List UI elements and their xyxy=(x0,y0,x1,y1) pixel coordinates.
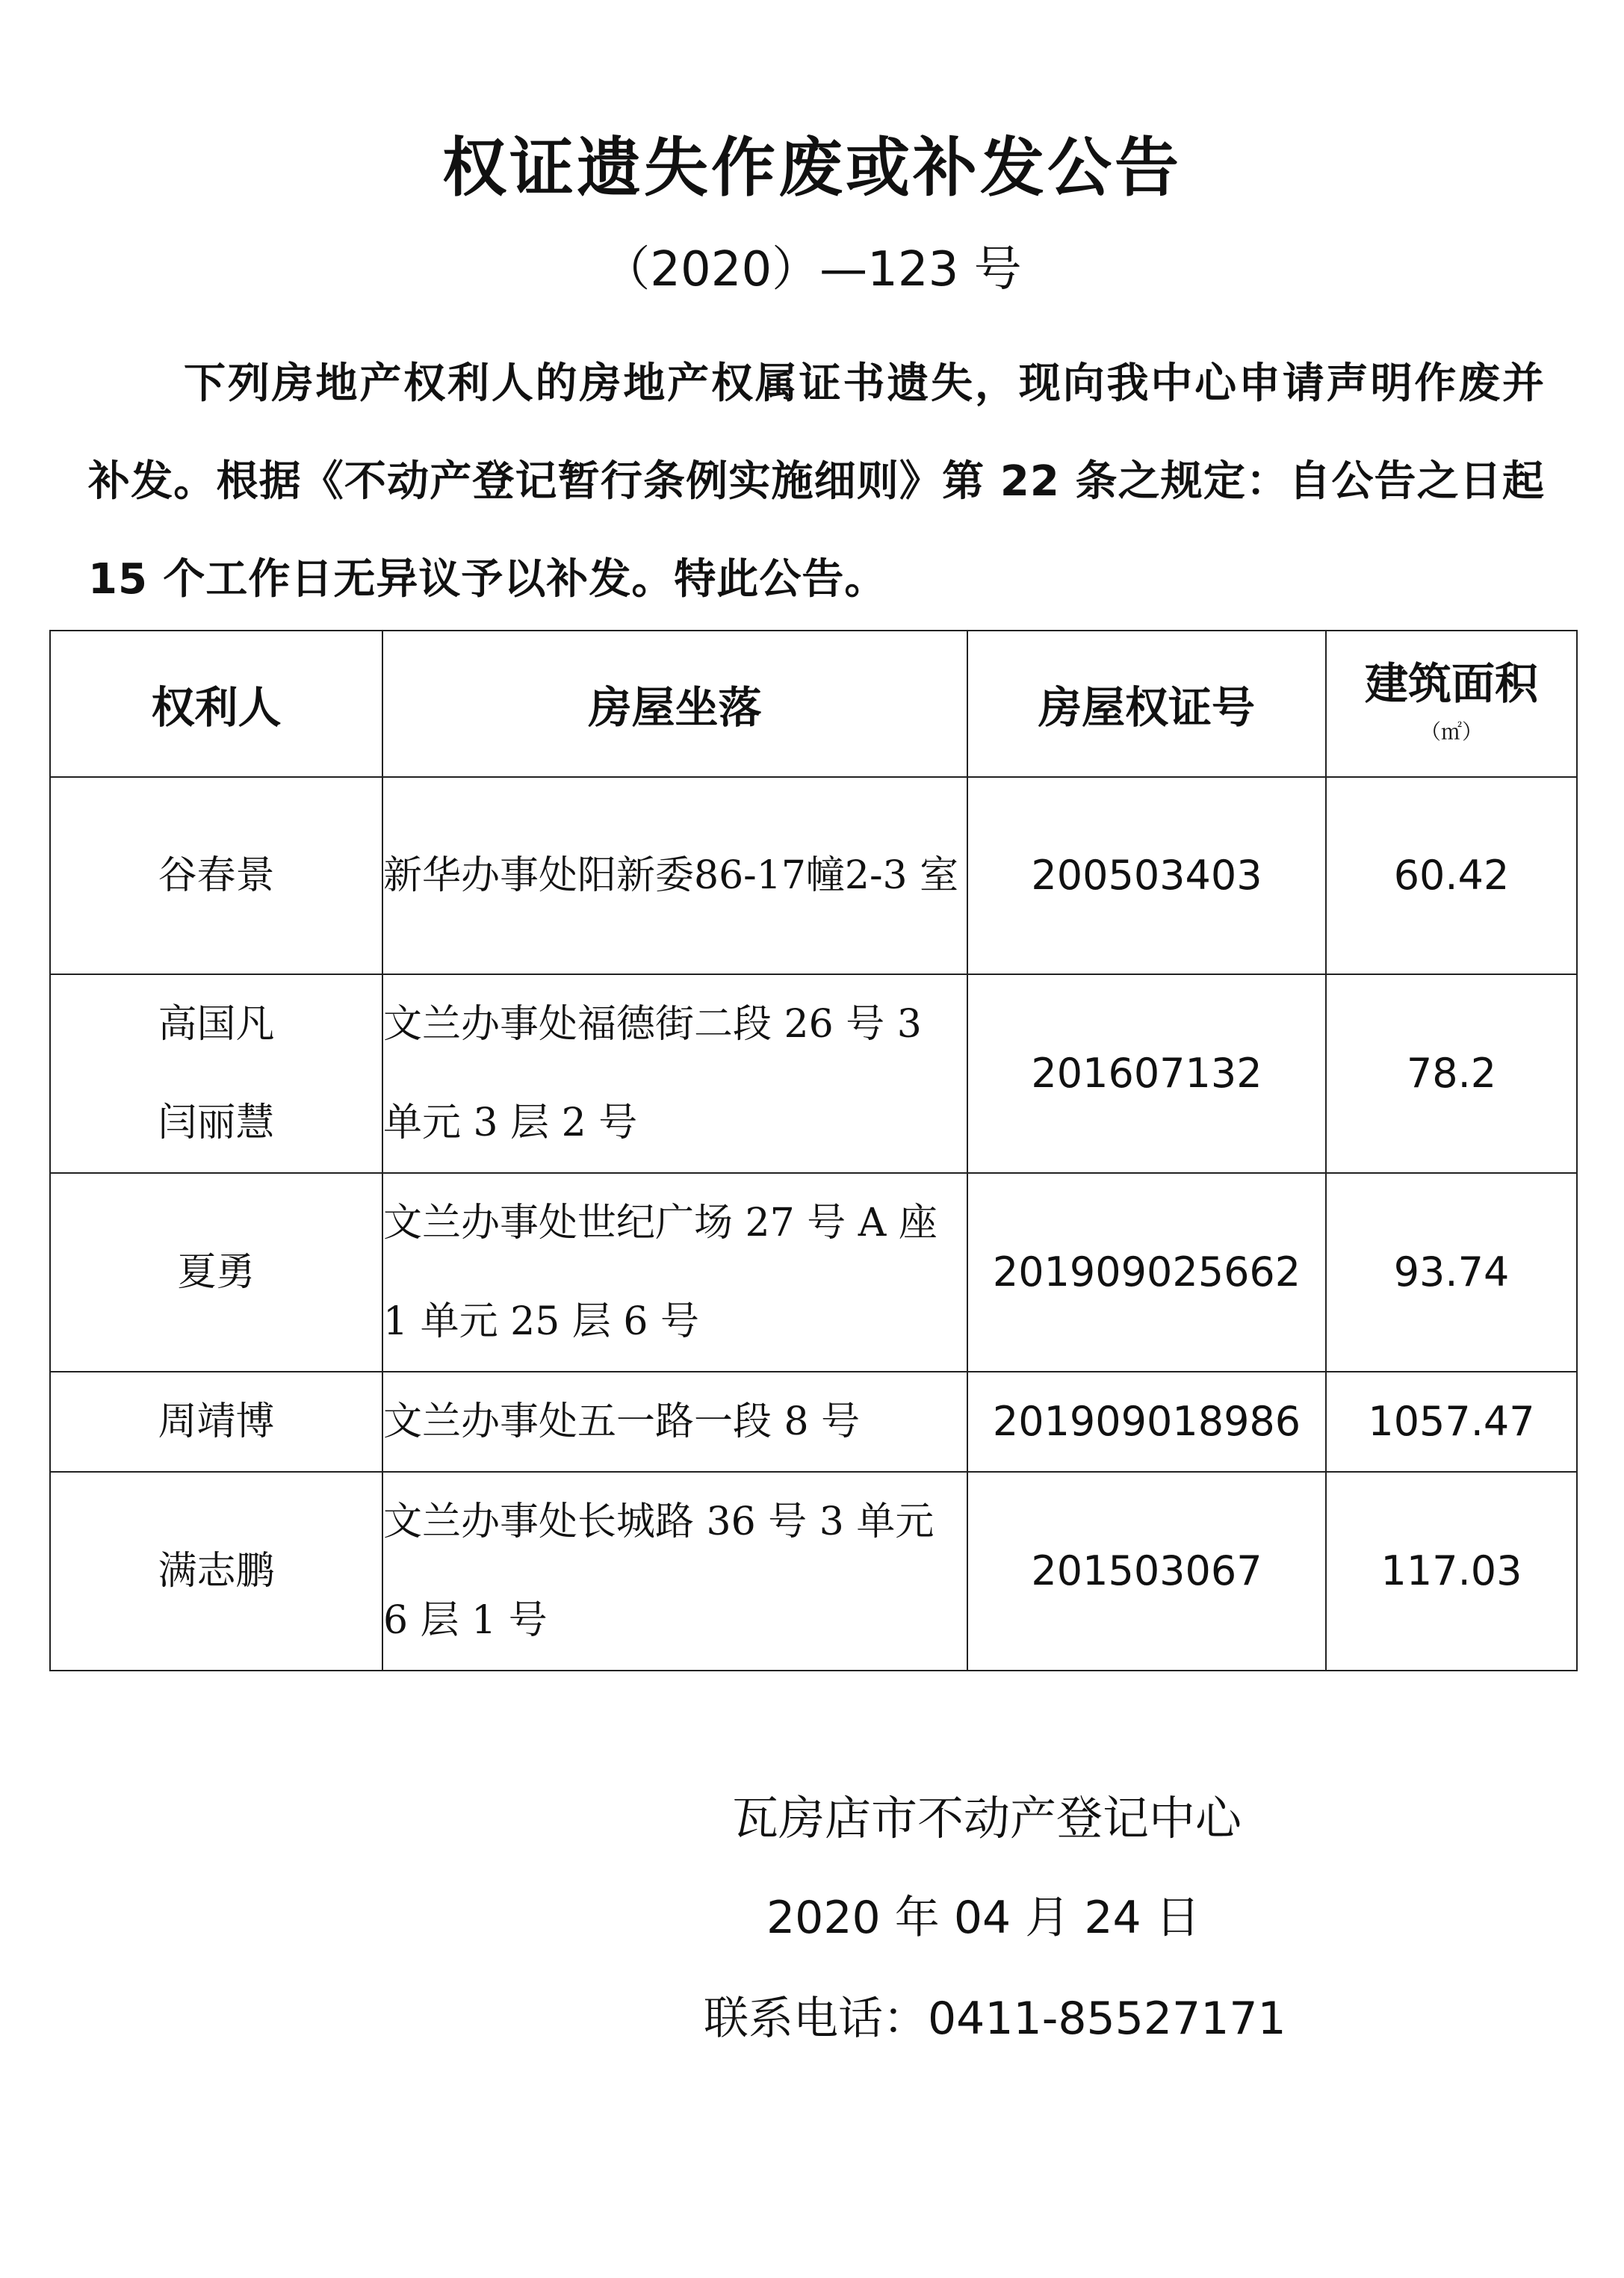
lost-certificate-table xyxy=(49,630,1578,1671)
owner-cell xyxy=(50,1372,382,1472)
area-cell: 93.74 xyxy=(1326,1173,1577,1372)
header-area-unit: （㎡） xyxy=(1419,719,1483,744)
table-row xyxy=(50,974,1577,1173)
area-cell: 117.03 xyxy=(1326,1472,1577,1671)
notice-number: （2020）—123 号 xyxy=(602,242,1022,297)
issuing-organization: 瓦房店市不动产登记中心 xyxy=(732,1791,1242,1845)
owner-name: 谷春景 xyxy=(158,853,275,898)
header-area xyxy=(1326,631,1577,777)
certificate-cell: 200503403 xyxy=(967,777,1326,974)
owner-name: 闫丽慧 xyxy=(158,1101,275,1145)
table-row xyxy=(50,777,1577,974)
owner-name: 满志鹏 xyxy=(158,1549,275,1594)
owner-cell xyxy=(50,974,382,1173)
owner-cell xyxy=(50,1173,382,1372)
owner-name: 夏勇 xyxy=(177,1250,255,1295)
owner-cell xyxy=(50,777,382,974)
location-cell: 文兰办事处福德街二段 26 号 3 单元 3 层 2 号 xyxy=(382,974,967,1173)
location-cell: 文兰办事处世纪广场 27 号 A 座 1 单元 25 层 6 号 xyxy=(382,1173,967,1372)
header-certificate: 房屋权证号 xyxy=(967,631,1326,777)
table-row xyxy=(50,1472,1577,1671)
table-row xyxy=(50,1173,1577,1372)
header-owner: 权利人 xyxy=(50,631,382,777)
table-row xyxy=(50,1372,1577,1472)
certificate-cell: 201503067 xyxy=(967,1472,1326,1671)
contact-phone: 联系电话：0411-85527171 xyxy=(704,1993,1286,2045)
certificate-cell: 201909025662 xyxy=(967,1173,1326,1372)
notice-title: 权证遗失作废或补发公告 xyxy=(442,131,1182,205)
notice-intro: 下列房地产权利人的房地产权属证书遗失，现向我中心申请声明作废并补发。根据《不动产登记暂行条例实施细则》第 22 条之规定：自公告之日起 15 个工作日无异议予以补发。特此公告。 xyxy=(88,359,1545,604)
area-cell: 1057.47 xyxy=(1326,1372,1577,1472)
location-cell: 新华办事处阳新委86-17幢2-3 室 xyxy=(382,777,967,974)
certificate-cell: 201909018986 xyxy=(967,1372,1326,1472)
header-location: 房屋坐落 xyxy=(382,631,967,777)
certificate-cell: 201607132 xyxy=(967,974,1326,1173)
table-header-row xyxy=(50,631,1577,777)
owner-cell xyxy=(50,1472,382,1671)
owner-name: 高国凡 xyxy=(158,1002,275,1047)
location-cell: 文兰办事处长城路 36 号 3 单元 6 层 1 号 xyxy=(382,1472,967,1671)
owner-name: 周靖博 xyxy=(158,1399,275,1444)
area-cell: 78.2 xyxy=(1326,974,1577,1173)
area-cell: 60.42 xyxy=(1326,777,1577,974)
location-cell: 文兰办事处五一路一段 8 号 xyxy=(382,1372,967,1472)
header-area-label: 建筑面积 xyxy=(1364,658,1538,709)
issue-date: 2020 年 04 月 24 日 xyxy=(766,1892,1200,1944)
